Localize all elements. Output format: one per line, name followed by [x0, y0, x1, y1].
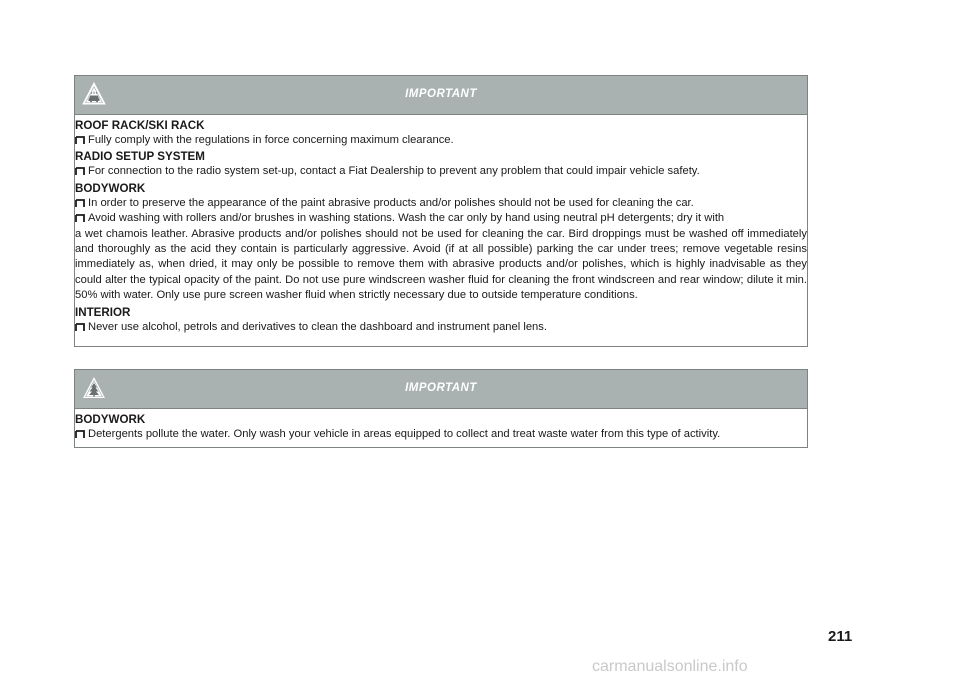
paragraph-text: Fully comply with the regulations in force concerning maximum clearance. — [88, 134, 454, 146]
box-header — [75, 370, 807, 409]
paragraph — [75, 320, 807, 335]
page-number: 211 — [828, 628, 853, 645]
box-title: IMPORTANT — [405, 88, 477, 100]
bullet-icon — [75, 136, 85, 145]
paragraph-text: In order to preserve the appearance of the paint abrasive products and/or polishes should not be used for cleaning the car. — [88, 196, 694, 209]
watermark: carmanualsonline.info — [592, 658, 748, 675]
box-header — [75, 76, 807, 115]
section-heading-roof-rack: ROOF RACK/SKI RACK — [75, 119, 205, 132]
important-box-environment — [74, 369, 808, 448]
box-body — [75, 409, 807, 442]
box-body — [75, 115, 807, 335]
bullet-icon — [75, 214, 85, 223]
paragraph — [75, 164, 807, 179]
paragraph-continuation: a wet chamois leather. Abrasive products and/or polishes should not be used for cleaning the car. Bird droppings must be washed off immediately and thoroughly as the acid they contain is particularly aggressive. Avoid (if at all possible) parking the car under trees; remove vegetable resins immediately as, when dried, it may only be possible to remove them with abrasive products and/or polishes, which is highly inadvisable as they could alter the typical opacity of the paint. Do not use pure windscreen washer fluid for cleaning the front windscreen and rear window; dilute it min. 50% with water. Only use pure screen washer fluid when strictly necessary due to outside temperature conditions. — [75, 227, 807, 302]
bullet-icon — [75, 430, 85, 439]
section-heading-bodywork: BODYWORK — [75, 413, 146, 426]
paragraph-text: For connection to the radio system set-up, contact a Fiat Dealership to prevent any problem that could impair vehicle safety. — [88, 165, 700, 178]
section-heading-bodywork: BODYWORK — [75, 181, 146, 195]
section-heading-radio-setup: RADIO SETUP SYSTEM — [75, 150, 205, 164]
bullet-icon — [75, 199, 85, 208]
bullet-icon — [75, 323, 85, 332]
important-box-car-care — [74, 75, 808, 347]
paragraph-text: Never use alcohol, petrols and derivatives to clean the dashboard and instrument panel lens. — [88, 320, 547, 333]
section-heading-interior: INTERIOR — [75, 305, 131, 319]
bullet-icon — [75, 167, 85, 176]
box-title: IMPORTANT — [405, 382, 477, 394]
paragraph-text: Avoid washing with rollers and/or brushes in washing stations. Wash the car only by hand using neutral pH detergents; dry it with — [88, 212, 725, 225]
paragraph — [75, 133, 807, 148]
paragraph — [75, 211, 807, 226]
paragraph-text: Detergents pollute the water. Only wash your vehicle in areas equipped to collect and treat waste water from this type of activity. — [88, 428, 721, 440]
paragraph — [75, 196, 807, 211]
paragraph — [75, 427, 807, 442]
